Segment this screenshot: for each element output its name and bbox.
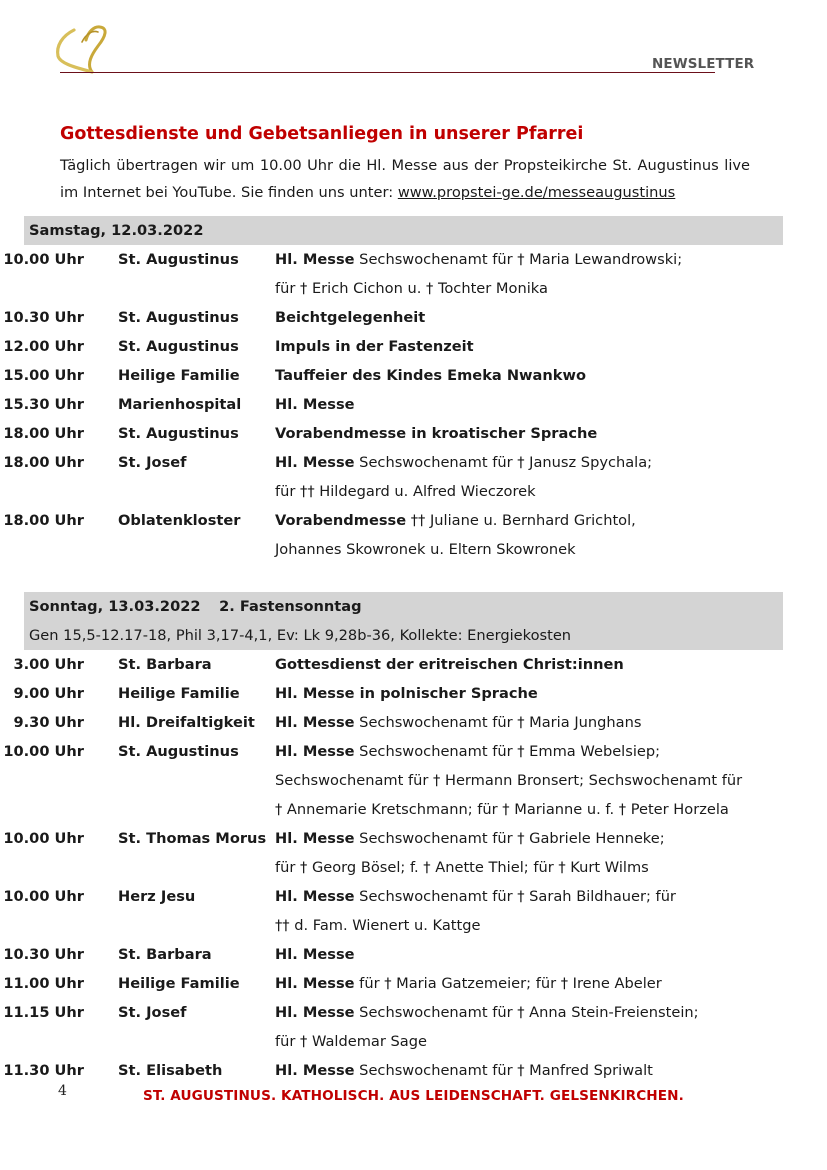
entry-location: Herz Jesu — [118, 888, 196, 905]
entry-description — [275, 419, 765, 448]
entry-time: 11.00 Uhr — [3, 975, 84, 992]
schedule-entry — [0, 245, 827, 303]
intention-text: † Annemarie Kretschmann; für † Marianne u. f. † Peter Horzela — [275, 801, 729, 818]
entry-description — [275, 824, 765, 882]
entry-description — [275, 679, 765, 708]
entry-event: Hl. Messe — [275, 1062, 355, 1079]
schedule-entry — [0, 303, 827, 332]
entry-event: Vorabendmesse — [275, 512, 407, 529]
entry-location: St. Augustinus — [118, 309, 239, 326]
entry-time: 10.30 Uhr — [3, 309, 84, 326]
description-line — [275, 708, 765, 737]
entry-event: Hl. Messe — [275, 454, 355, 471]
entry-time: 15.00 Uhr — [3, 367, 84, 384]
schedule-entry — [0, 969, 827, 998]
intention-text: Sechswochenamt für † Anna Stein-Freienstein; — [354, 1004, 699, 1021]
intention-text: Johannes Skowronek u. Eltern Skowronek — [275, 541, 576, 558]
entry-location: St. Barbara — [118, 656, 212, 673]
entry-description — [275, 969, 765, 998]
day-heading: Sonntag, 13.03.2022 — [29, 598, 201, 615]
saturday-schedule — [0, 245, 827, 564]
schedule-entry — [0, 679, 827, 708]
description-line — [275, 650, 765, 679]
day-readings: Gen 15,5-12.17-18, Phil 3,17-4,1, Ev: Lk 9,28b-36, Kollekte: Energiekosten — [29, 627, 572, 644]
intention-text: Sechswochenamt für † Maria Lewandrowski; — [354, 251, 683, 268]
intention-text: für †† Hildegard u. Alfred Wieczorek — [275, 483, 536, 500]
intention-text: für † Waldemar Sage — [275, 1033, 427, 1050]
day-heading: Samstag, 12.03.2022 — [29, 222, 204, 239]
entry-description — [275, 737, 765, 824]
entry-description — [275, 882, 765, 940]
entry-event: Hl. Messe — [275, 743, 355, 760]
entry-time: 9.30 Uhr — [13, 714, 84, 731]
schedule-entry — [0, 361, 827, 390]
description-line — [275, 448, 765, 477]
entry-location: St. Josef — [118, 454, 187, 471]
entry-time: 10.00 Uhr — [3, 830, 84, 847]
entry-time: 10.00 Uhr — [3, 251, 84, 268]
description-line — [275, 506, 765, 535]
entry-event: Hl. Messe — [275, 888, 355, 905]
entry-time: 18.00 Uhr — [3, 512, 84, 529]
entry-event: Beichtgelegenheit — [275, 309, 426, 326]
description-line — [275, 737, 765, 766]
description-line — [275, 766, 765, 795]
entry-time: 10.00 Uhr — [3, 888, 84, 905]
intention-text: Sechswochenamt für † Hermann Bronsert; Sechswochenamt für — [275, 772, 743, 789]
day-header-saturday — [24, 216, 783, 245]
description-line — [275, 390, 765, 419]
entry-description — [275, 448, 765, 506]
intention-text: Sechswochenamt für † Gabriele Henneke; — [354, 830, 665, 847]
schedule-entry — [0, 1056, 827, 1085]
schedule-entry — [0, 998, 827, 1056]
description-line — [275, 853, 765, 882]
entry-description — [275, 245, 765, 303]
entry-description — [275, 940, 765, 969]
entry-time: 9.00 Uhr — [13, 685, 84, 702]
schedule-entry — [0, 650, 827, 679]
intention-text: †† Juliane u. Bernhard Grichtol, — [406, 512, 636, 529]
description-line — [275, 1056, 765, 1085]
entry-event: Hl. Messe — [275, 396, 355, 413]
schedule-entry — [0, 737, 827, 824]
intention-text: †† d. Fam. Wienert u. Kattge — [275, 917, 481, 934]
schedule-entry — [0, 506, 827, 564]
entry-location: St. Elisabeth — [118, 1062, 223, 1079]
day-subheading: 2. Fastensonntag — [219, 598, 362, 615]
entry-time: 11.15 Uhr — [3, 1004, 84, 1021]
schedule-entry — [0, 824, 827, 882]
entry-location: Marienhospital — [118, 396, 242, 413]
entry-description — [275, 390, 765, 419]
description-line — [275, 998, 765, 1027]
intro-paragraph — [60, 152, 750, 206]
entry-time: 10.30 Uhr — [3, 946, 84, 963]
entry-event: Vorabendmesse in kroatischer Sprache — [275, 425, 598, 442]
entry-event: Hl. Messe — [275, 975, 355, 992]
entry-description — [275, 998, 765, 1056]
intention-text: Sechswochenamt für † Janusz Spychala; — [354, 454, 653, 471]
description-line — [275, 824, 765, 853]
entry-time: 18.00 Uhr — [3, 454, 84, 471]
entry-location: Oblatenkloster — [118, 512, 241, 529]
schedule-entry — [0, 419, 827, 448]
newsletter-label: NEWSLETTER — [652, 56, 755, 72]
heart-logo — [52, 24, 114, 74]
description-line — [275, 245, 765, 274]
description-line — [275, 419, 765, 448]
entry-description — [275, 650, 765, 679]
entry-location: Heilige Familie — [118, 685, 240, 702]
footer-slogan: ST. AUGUSTINUS. KATHOLISCH. AUS LEIDENSCHAFT. GELSENKIRCHEN. — [143, 1088, 684, 1104]
intention-text: Sechswochenamt für † Manfred Spriwalt — [354, 1062, 653, 1079]
entry-location: St. Thomas Morus — [118, 830, 267, 847]
entry-location: St. Josef — [118, 1004, 187, 1021]
entry-event: Hl. Messe — [275, 830, 355, 847]
entry-location: St. Augustinus — [118, 425, 239, 442]
entry-event: Hl. Messe — [275, 946, 355, 963]
stream-link[interactable]: www.propstei-ge.de/messeaugustinus — [397, 184, 676, 201]
description-line — [275, 535, 765, 564]
entry-event: Hl. Messe — [275, 251, 355, 268]
description-line — [275, 679, 765, 708]
entry-location: St. Augustinus — [118, 743, 239, 760]
intention-text: Sechswochenamt für † Sarah Bildhauer; für — [354, 888, 676, 905]
entry-location: St. Augustinus — [118, 251, 239, 268]
intention-text: für † Maria Gatzemeier; für † Irene Abeler — [354, 975, 662, 992]
entry-time: 11.30 Uhr — [3, 1062, 84, 1079]
entry-location: St. Augustinus — [118, 338, 239, 355]
description-line — [275, 940, 765, 969]
description-line — [275, 969, 765, 998]
entry-event: Hl. Messe in polnischer Sprache — [275, 685, 538, 702]
entry-description — [275, 361, 765, 390]
header-rule — [60, 72, 715, 73]
intention-text: für † Georg Bösel; f. † Anette Thiel; für † Kurt Wilms — [275, 859, 649, 876]
schedule-entry — [0, 882, 827, 940]
page-number: 4 — [58, 1083, 67, 1099]
entry-location: St. Barbara — [118, 946, 212, 963]
schedule-entry — [0, 390, 827, 419]
entry-description — [275, 332, 765, 361]
intention-text: für † Erich Cichon u. † Tochter Monika — [275, 280, 548, 297]
description-line — [275, 303, 765, 332]
intention-text: Sechswochenamt für † Emma Webelsiep; — [354, 743, 661, 760]
description-line — [275, 795, 765, 824]
intention-text: Sechswochenamt für † Maria Junghans — [354, 714, 642, 731]
schedule-entry — [0, 708, 827, 737]
entry-event: Hl. Messe — [275, 714, 355, 731]
entry-time: 3.00 Uhr — [13, 656, 84, 673]
sunday-schedule — [0, 650, 827, 1085]
entry-location: Hl. Dreifaltigkeit — [118, 714, 255, 731]
entry-event: Tauffeier des Kindes Emeka Nwankwo — [275, 367, 586, 384]
schedule-entry — [0, 448, 827, 506]
entry-description — [275, 303, 765, 332]
entry-event: Hl. Messe — [275, 1004, 355, 1021]
entry-description — [275, 506, 765, 564]
schedule-entry — [0, 332, 827, 361]
description-line — [275, 274, 765, 303]
intro-text: Täglich übertragen wir um 10.00 Uhr die Hl. Messe aus der Propsteikirche St. Augustinus live im Internet bei YouTube. Sie finden uns unter: — [60, 157, 750, 201]
description-line — [275, 911, 765, 940]
entry-event: Gottesdienst der eritreischen Christ:innen — [275, 656, 624, 673]
schedule-entry — [0, 940, 827, 969]
entry-event: Impuls in der Fastenzeit — [275, 338, 474, 355]
entry-time: 18.00 Uhr — [3, 425, 84, 442]
description-line — [275, 332, 765, 361]
section-title: Gottesdienste und Gebetsanliegen in unserer Pfarrei — [60, 124, 584, 144]
entry-location: Heilige Familie — [118, 975, 240, 992]
description-line — [275, 1027, 765, 1056]
entry-time: 10.00 Uhr — [3, 743, 84, 760]
entry-time: 15.30 Uhr — [3, 396, 84, 413]
entry-location: Heilige Familie — [118, 367, 240, 384]
description-line — [275, 361, 765, 390]
entry-description — [275, 1056, 765, 1085]
day-header-sunday — [24, 592, 783, 650]
description-line — [275, 882, 765, 911]
entry-time: 12.00 Uhr — [3, 338, 84, 355]
entry-description — [275, 708, 765, 737]
description-line — [275, 477, 765, 506]
